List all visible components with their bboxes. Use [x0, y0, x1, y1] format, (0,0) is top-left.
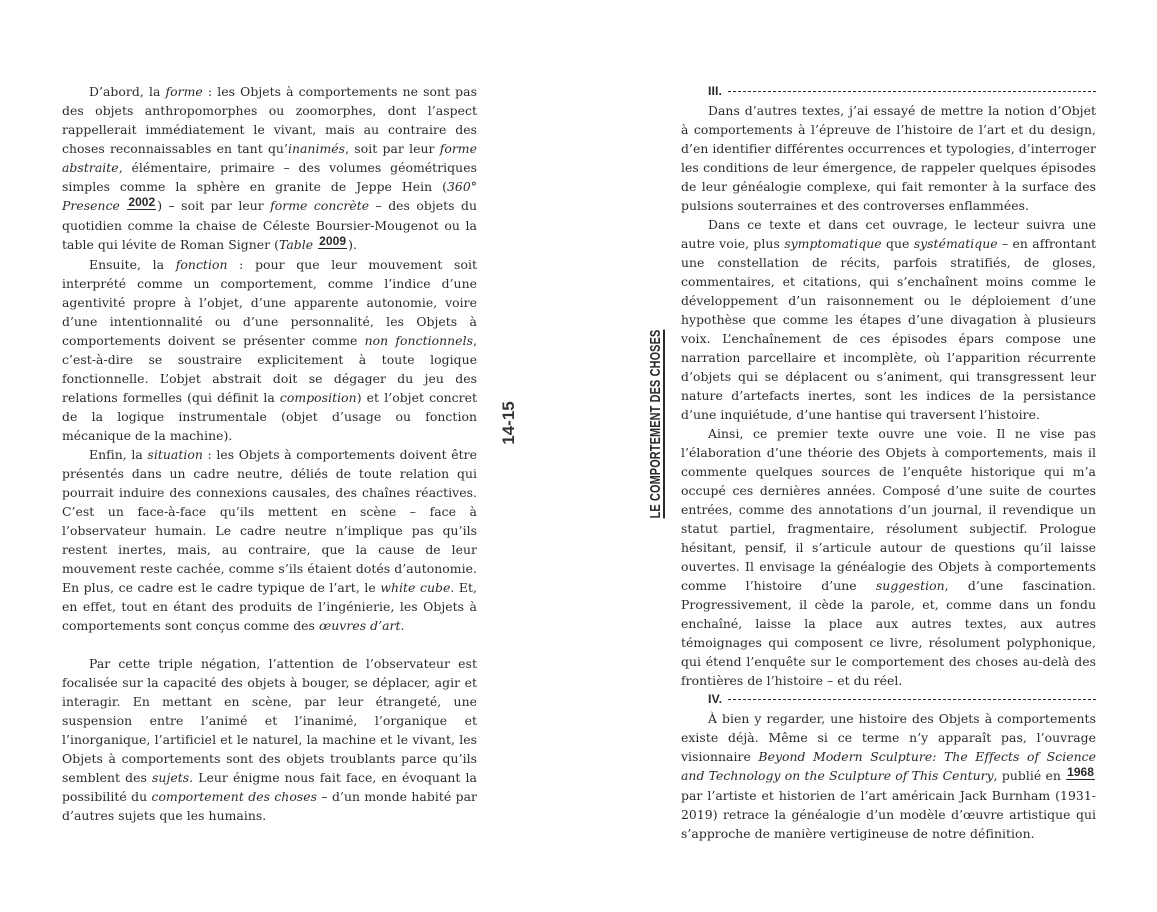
section-rule: [728, 699, 1096, 700]
running-head: LE COMPORTEMENT DES CHOSES: [648, 329, 664, 519]
paragraph-premier-texte: Ainsi, ce premier texte ouvre une voie. Il ne vise pas l’élaboration d’une théorie des Objets à comportements, mais il commente quelques sources de l’enquête historique qui m’a occupé ces dernières années. Composé d’une suite de courtes entrées, comme des annotations d’un journal, il revendique un statut partiel, fragmentaire, résolument subjectif. Prologue hésitant, pensif, il s’articule autour de questions qu’il laisse ouvertes. Il envisage la généalogie des Objets à comportements comme l’histoire d’une suggestion, d’une fascination. Progressivement, il cède la parole, et, comme dans un fondu enchaîné, laisse la place aux autres textes, aux autres témoignages qui composent ce livre, résolument polyphonique, qui étend l’enquête sur le comportement des choses au-delà des frontières de l’histoire – et du réel.: [681, 426, 1096, 688]
paragraph-fonction: Ensuite, la fonction : pour que leur mouvement soit interprété comme un comportement, comme l’indice d’une agentivité propre à l’objet, d’une apparente autonomie, voire d’une intentionnalité ou d’une personnalité, les Objets à comportements doivent se présenter comme non fonctionnels, c’est-à-dire se soustraire explicitement à toute logique fonctionnelle. L’objet abstrait doit se dégager du jeu des relations formelles (qui définit la composition) et l’objet concret de la logique instrumentale (objet d’usage ou fonction mécanique de la machine).: [62, 257, 477, 443]
paragraph-autre-voie: Dans ce texte et dans cet ouvrage, le lecteur suivra une autre voie, plus symptomatique que systématique – en affrontant une constellation de récits, parfois stratifiés, de gloses, commentaires, et citations, qui s’enchaînent moins comme le développement d’un raisonnement ou le déploiement d’une hypothèse que comme les étapes d’une divagation à plusieurs voix. L’enchaînement de ces épisodes épars compose une narration parcellaire et incomplète, où l’apparition récurrente d’objets qui se déplacent ou s’animent, qui transgressent leur nature d’artefacts inertes, sont les indices de la persistance d’une inquiétude, d’une hantise qui traversent l’histoire.: [681, 217, 1097, 422]
paragraph-autres-textes: Dans d’autres textes, j’ai essayé de mettre la notion d’Objet à comportements à l’épreuve de l’histoire de l’art et du design, d’en identifier différentes occurrences et typologies, d’interroger les conditions de leur émergence, de rappeler quelques épisodes de leur généalogie complexe, qui fait remonter à la surface des pulsions souterraines et des controverses enflammées.: [681, 103, 1096, 213]
date-marker: 1968: [1067, 765, 1094, 779]
paragraph-situation: Enfin, la situation : les Objets à comportements doivent être présentés dans un cadre neutre, déliés de toute relation qui pourrait induire des connexions causales, des chaînes réactives. C’est un face-à-face qu’ils mettent en scène – face à l’observateur humain. Le cadre neutre n’implique pas qu’ils restent inertes, mais, au contraire, que la cause de leur mouvement reste cachée, comme s’ils étaient dotés d’autonomie. En plus, ce cadre est le cadre typique de l’art, le white cube. Et, en effet, tout en étant des produits de l’ingénierie, les Objets à comportements sont conçus comme des œuvres d’art.: [62, 447, 478, 633]
date-marker: 2009: [319, 234, 347, 248]
paragraph-triple-negation: Par cette triple négation, l’attention de l’observateur est focalisée sur la capacité des objets à bouger, se déplacer, agir et interagir. En mettant en scène, par leur étrangeté, une suspension entre l’animé et l’inanimé, l’organique et l’inorganique, l’artificiel et le naturel, la machine et le vivant, les Objets à comportements sont des objets troublants parce qu’ils semblent des sujets. Leur énigme nous fait face, en évoquant la possibilité du comportement des choses – d’un monde habité par d’autres sujets que les humains.: [62, 656, 477, 823]
section-heading-4: [708, 690, 1096, 709]
section-number: III.: [708, 84, 722, 98]
left-page-column: [62, 82, 477, 825]
date-marker: 2002: [128, 195, 156, 209]
page-numbers: 14-15: [499, 401, 518, 445]
section-number: IV.: [708, 692, 723, 706]
section-heading-3: [708, 82, 1096, 101]
paragraph-forme: D’abord, la forme : les Objets à comportements ne sont pas des objets anthropomorphes ou zoomorphes, dont l’aspect rappellerait immédiatement le vivant, mais au contraire des choses reconnaissables en tant qu’inanimés, soit par leur forme abstraite, élémentaire, primaire – des volumes géométriques simples comme la sphère en granite de Jeppe Hein (360° Presence 2002 ) – soit par leur forme concrète – des objets du quotidien comme la chaise de Céleste Boursier-Mougenot ou la table qui lévite de Roman Signer (Table 2009 ).: [62, 84, 477, 252]
paragraph-burnham: À bien y regarder, une histoire des Objets à comportements existe déjà. Même si ce terme n’y apparaît pas, l’ouvrage visionnaire Beyond Modern Sculpture: The Effects of Science and Technology on the Sculpture of This Century, publié en 1968 par l’artiste et historien de l’art américain Jack Burnham (1931-2019) retrace la généalogie d’un modèle d’œuvre artistique qui s’approche de manière vertigineuse de notre définition.: [681, 711, 1096, 841]
right-page-column: [681, 82, 1096, 843]
section-rule: [728, 91, 1096, 92]
